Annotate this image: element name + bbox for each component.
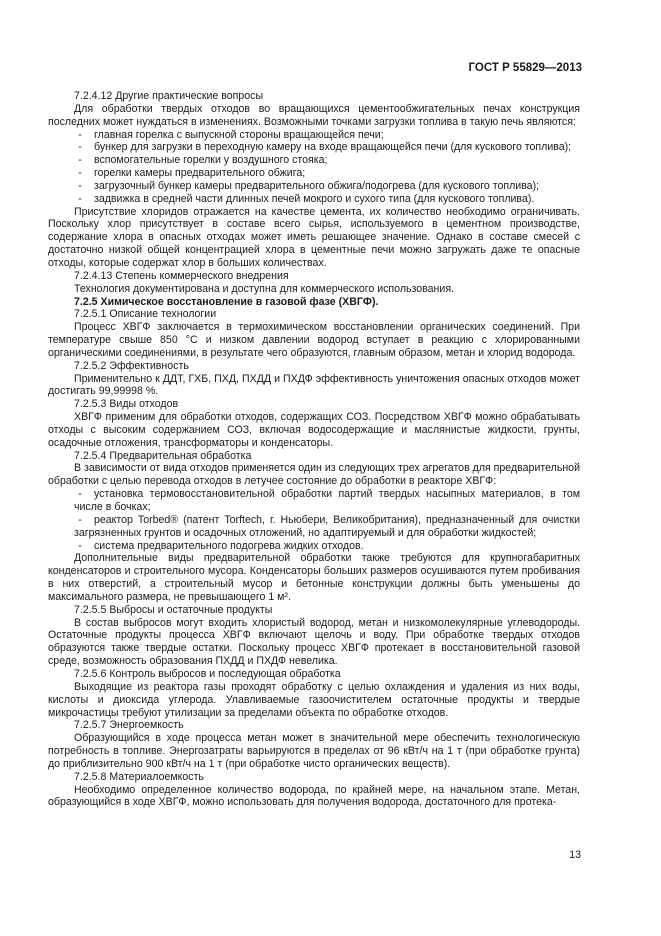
list-item-text: вспомогательные горелки у воздушного стояка; [94, 154, 328, 167]
bullet-dash: - [78, 154, 82, 167]
bullet-dash: - [78, 128, 82, 141]
bullet-dash: - [78, 167, 82, 180]
bullet-dash: - [78, 488, 82, 501]
list-item [48, 193, 580, 206]
section-heading: 7.2.4.13 Степень коммерческого внедрения [74, 269, 289, 282]
list-item-text: бункер для загрузки в переходную камеру на входе вращающейся печи (для кускового топлива); [94, 141, 572, 154]
list-item-text: загрузочный бункер камеры предварительного обжига/подогрева (для кускового топлива); [94, 179, 540, 192]
list-item [48, 129, 580, 142]
paragraph: Присутствие хлоридов отражается на качестве цемента, их количество необходимо ограничивать. Поскольку хлор присутствует в составе всего сырья, используемого в цементном производстве, содержание хлора в опасных отходах может иметь решающее значение. Однако в составе смесей с достаточно низкой общей концентрацией хлора в цементные печи можно загружать даже те опасные отходы, которые содержат хлор в больших количествах. [48, 205, 580, 269]
list-item [48, 488, 580, 514]
bullet-dash: - [78, 179, 82, 192]
document-code-header: ГОСТ Р 55829—2013 [468, 62, 582, 74]
list-item-text: главная горелка с выпускной стороны вращающейся печи; [94, 128, 384, 141]
paragraph: Процесс ХВГФ заключается в термохимическом восстановлении органических соединений. При температуре свыше 850 °С и низком давлении водород вступает в реакцию с хлорированными органическими соединениями, в результате чего образуются, главным образом, метан и хлорид водорода. [48, 321, 580, 359]
list-item [48, 154, 580, 167]
bullet-dash: - [78, 141, 82, 154]
section-heading: 7.2.5.3 Виды отходов [74, 398, 179, 411]
section-heading: 7.2.4.12 Другие практические вопросы [74, 90, 264, 102]
paragraph: Необходимо определенное количество водорода, по крайней мере, на начальном этапе. Метан, образующийся в ходе ХВГФ, можно использовать для получения водорода, достаточного для протека- [48, 783, 580, 809]
bullet-dash: - [78, 513, 82, 526]
list-item-text: реактор Torbed® (патент Torftech, г. Ньюбери, Великобритания), предназначенный для очистки загрязненных грунтов и осадочных отложений, но адаптируемый и для обработки жидкостей; [74, 513, 580, 539]
list-item-text: задвижка в средней части длинных печей мокрого и сухого типа (для кускового топлива). [94, 192, 535, 205]
section-heading: 7.2.5.8 Материалоемкость [74, 770, 204, 783]
section-heading: 7.2.5 Химическое восстановление в газовой фазе (ХВГФ). [74, 295, 379, 308]
paragraph: Дополнительные виды предварительной обработки также требуются для крупногабаритных конденсаторов и строительного мусора. Конденсаторы больших размеров осушиваются путем пробивания в них отверстий, а строительный мусор и бетонные конструкции должны быть уменьшены до максимального размера, не превышающего 1 м². [48, 552, 580, 603]
section-heading: 7.2.5.4 Предварительная обработка [74, 449, 252, 462]
section-heading: 7.2.5.6 Контроль выбросов и последующая обработка [74, 667, 341, 680]
list-item-text: установка термовосстановительной обработки партий твердых насыпных материалов, в том числе в бочках; [74, 488, 580, 513]
list-item-text: горелки камеры предварительного обжига; [94, 167, 306, 180]
paragraph: Для обработки твердых отходов во вращающихся цементообжигательных печах конструкция последних может нуждаться в изменениях. Возможными точками загрузки топлива в такую печь являются: [48, 102, 580, 128]
list-item [48, 167, 580, 180]
paragraph: В состав выбросов могут входить хлористый водород, метан и низкомолекулярные углеводороды. Остаточные продукты процесса ХВГФ включают щелочь и воду. При обработке твердых отходов образуются также твердые остатки. Поскольку процесс ХВГФ протекает в восстановительной газовой среде, возможность образования ПХДД и ПХДФ невелика. [48, 616, 580, 668]
paragraph: Технология документирована и доступна для коммерческого использования. [74, 282, 454, 295]
bullet-dash: - [78, 539, 82, 552]
paragraph: Образующийся в ходе процесса метан может в значительной мере обеспечить технологическую потребность в топливе. Энергозатраты варьируются в пределах от 96 кВт/ч на 1 т (при обработке грунта) до приблизительно 900 кВт/ч на 1 т (при обработке чисто органических веществ). [48, 732, 580, 770]
section-heading: 7.2.5.1 Описание технологии [74, 308, 217, 321]
paragraph: В зависимости от вида отходов применяется один из следующих трех агрегатов для предварительной обработки с целью перевода отходов в летучее состояние до обработки в реакторе ХВГФ: [48, 462, 580, 488]
document-body [48, 90, 580, 809]
list-item [48, 141, 580, 154]
section-heading: 7.2.5.7 Энергоемкость [74, 719, 184, 732]
paragraph: Выходящие из реактора газы проходят обработку с целью охлаждения и удаления из них воды, кислоты и диоксида углерода. Улавливаемые газоочистителем остаточные продукты и твердые микрочастицы требуют утилизации за пределами объекта по обработке отходов. [48, 680, 580, 719]
list-item [48, 514, 580, 540]
paragraph: ХВГФ применим для обработки отходов, содержащих СОЗ. Посредством ХВГФ можно обрабатывать отходы с высоким содержанием СОЗ, включая водосодержащие и маслянистые жидкости, грунты, осадочные отложения, трансформаторы и конденсаторы. [48, 411, 580, 449]
paragraph: Применительно к ДДТ, ГХБ, ПХД, ПХДД и ПХДФ эффективность уничтожения опасных отходов может достигать 99,99998 %. [48, 372, 580, 398]
section-heading: 7.2.5.2 Эффективность [74, 359, 189, 372]
section-heading: 7.2.5.5 Выбросы и остаточные продукты [74, 603, 273, 616]
list-item [48, 540, 580, 553]
list-item-text: система предварительного подогрева жидких отходов. [94, 539, 364, 552]
list-item [48, 180, 580, 193]
page-number: 13 [569, 849, 581, 861]
bullet-dash: - [78, 192, 82, 205]
